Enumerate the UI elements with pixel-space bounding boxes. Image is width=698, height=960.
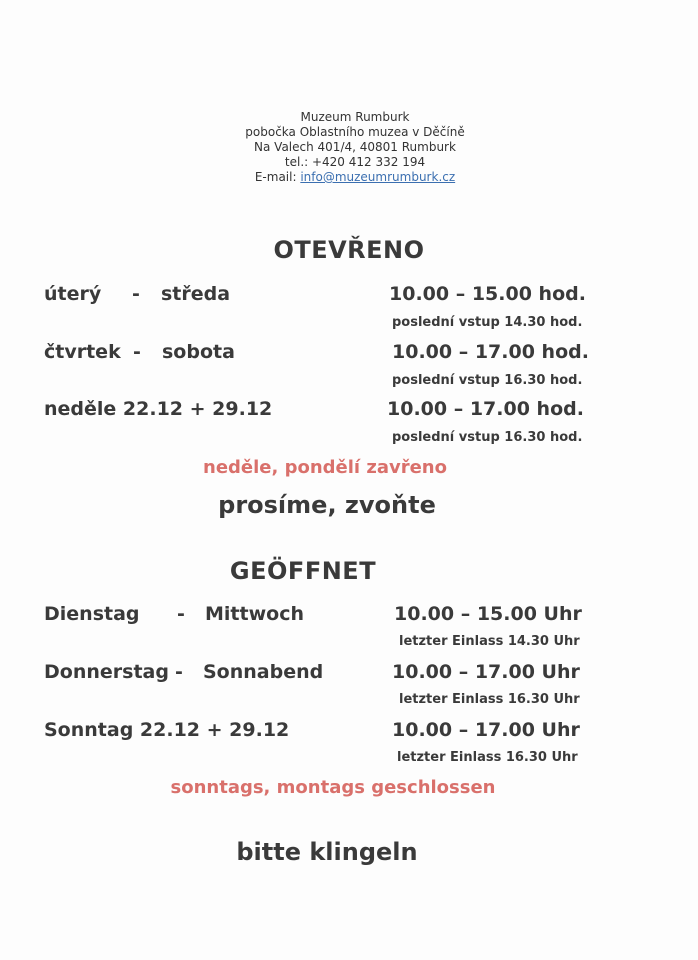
cz-row1-dash: - — [132, 283, 140, 305]
cz-row2-hours: 10.00 – 17.00 hod. — [392, 341, 589, 363]
museum-phone: tel.: +420 412 332 194 — [284, 155, 426, 169]
cz-closed-notice: neděle, pondělí zavřeno — [203, 457, 447, 478]
cz-row3-day: neděle 22.12 + 29.12 — [44, 398, 273, 420]
cz-row1-hours: 10.00 – 15.00 hod. — [389, 283, 586, 305]
museum-address-block — [0, 110, 698, 185]
museum-branch: pobočka Oblastního muzea v Děčíně — [245, 125, 465, 139]
de-row2-hours: 10.00 – 17.00 Uhr — [392, 661, 580, 683]
de-row1-hours: 10.00 – 15.00 Uhr — [394, 603, 582, 625]
cz-ring-notice: prosíme, zvoňte — [218, 491, 436, 519]
cz-row1-last-entry: poslední vstup 14.30 hod. — [392, 315, 583, 330]
german-title: GEÖFFNET — [229, 557, 377, 585]
cz-row2-last-entry: poslední vstup 16.30 hod. — [392, 373, 583, 388]
de-row2-day-from: Donnerstag — [44, 661, 169, 683]
de-row1-last-entry: letzter Einlass 14.30 Uhr — [399, 634, 580, 649]
de-row1-day-from: Dienstag — [44, 603, 140, 625]
de-closed-notice: sonntags, montags geschlossen — [170, 777, 496, 798]
de-row2-dash: - — [175, 661, 183, 683]
de-row3-day: Sonntag 22.12 + 29.12 — [44, 719, 290, 741]
cz-row3-last-entry: poslední vstup 16.30 hod. — [392, 430, 583, 445]
de-row2-last-entry: letzter Einlass 16.30 Uhr — [399, 692, 580, 707]
czech-title: OTEVŘENO — [273, 236, 425, 264]
de-row1-dash: - — [177, 603, 185, 625]
de-row3-last-entry: letzter Einlass 16.30 Uhr — [397, 750, 578, 765]
email-link[interactable]: info@muzeumrumburk.cz — [300, 170, 456, 184]
cz-row2-day-from: čtvrtek — [44, 341, 121, 363]
de-ring-notice: bitte klingeln — [236, 838, 418, 866]
museum-name: Muzeum Rumburk — [300, 110, 410, 124]
cz-row3-hours: 10.00 – 17.00 hod. — [387, 398, 584, 420]
cz-row2-dash: - — [133, 341, 141, 363]
museum-address: Na Valech 401/4, 40801 Rumburk — [254, 140, 456, 154]
de-row2-day-to: Sonnabend — [203, 661, 324, 683]
museum-email-line — [12, 170, 698, 185]
cz-row2-day-to: sobota — [162, 341, 235, 363]
cz-row1-day-from: úterý — [44, 283, 102, 305]
de-row1-day-to: Mittwoch — [205, 603, 304, 625]
de-row3-hours: 10.00 – 17.00 Uhr — [392, 719, 580, 741]
cz-row1-day-to: středa — [161, 283, 231, 305]
email-label: E-mail: — [254, 170, 301, 184]
